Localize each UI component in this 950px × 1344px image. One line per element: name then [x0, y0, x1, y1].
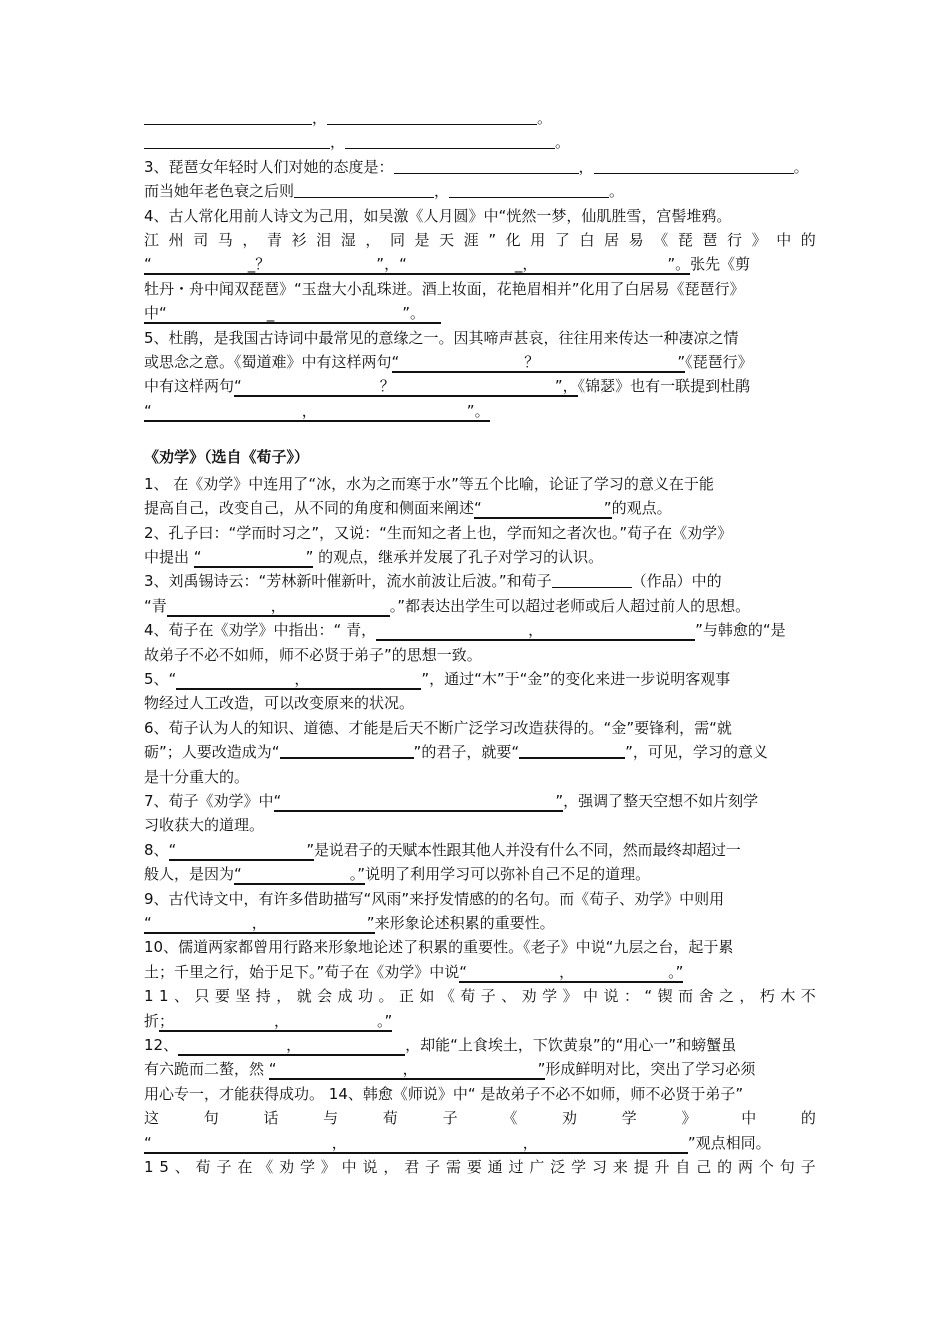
char: 而: [678, 987, 694, 1006]
char: 学: [299, 1158, 315, 1177]
answer-underline[interactable]: [169, 841, 315, 861]
char: 句: [203, 1109, 219, 1128]
quanxue-question-9: 9、古代诗文中，有许多借助描写“风雨”来抒发情感的的名句。而《荀子、劝学》中则用: [144, 889, 725, 908]
char: 《: [439, 987, 455, 1006]
quote-mark: “: [459, 962, 468, 981]
answer-underline[interactable]: [274, 792, 564, 812]
char: 是: [414, 231, 430, 250]
char: 功: [358, 987, 374, 1006]
char: 子: [425, 1158, 441, 1177]
quote-mark: ”，“: [376, 255, 407, 274]
char: 司: [193, 231, 209, 250]
separator: _，: [514, 255, 538, 274]
question-text: 的观点。: [611, 499, 672, 518]
char: 会: [317, 987, 333, 1006]
separator: ，: [331, 1133, 347, 1152]
pipa-question-5-line-3: [144, 374, 816, 398]
char: 朽: [759, 987, 775, 1006]
char: 、: [173, 987, 189, 1006]
char: 荀: [460, 987, 476, 1006]
answer-underline[interactable]: [376, 621, 695, 641]
question-text: ”的君子，就要“: [413, 743, 520, 762]
quanxue-question-12-cont: [144, 1057, 816, 1081]
char: 中: [741, 1109, 757, 1128]
question-text: 砺”；人要改造成为“: [144, 743, 280, 762]
quote-mark: “: [144, 914, 152, 932]
char: 两: [737, 1158, 753, 1177]
quote-mark: ”: [306, 840, 315, 859]
question-text: 。”都表达出学生可以超过老师或后人超过前人的思想。: [389, 596, 751, 615]
answer-blank[interactable]: [345, 133, 555, 149]
question-mark: ？: [524, 353, 540, 372]
quote-mark: “: [193, 547, 202, 566]
pipa-answer-line-2: [144, 130, 816, 154]
question-text: 般人，是因为: [144, 865, 235, 884]
question-text: 8、: [144, 840, 169, 859]
answer-blank[interactable]: [552, 572, 632, 588]
separator: ，: [434, 182, 450, 201]
question-text: 中提出: [144, 547, 194, 566]
char: 说: [603, 987, 619, 1006]
worksheet-page: [144, 106, 816, 1179]
pipa-question-4-blanks: [144, 252, 816, 276]
question-text: 5、“: [144, 669, 177, 688]
char: 《: [502, 1109, 518, 1128]
answer-blank[interactable]: [449, 182, 609, 198]
separator: ，: [312, 109, 328, 127]
quote-mark: ”。: [466, 401, 490, 420]
separator: ，: [522, 1133, 538, 1152]
char: 泪: [316, 231, 332, 250]
quote-mark: “: [144, 255, 152, 274]
question-text: 中有这样两句: [144, 377, 235, 396]
char: 》: [320, 1158, 336, 1177]
quote-mark: ”: [603, 499, 612, 518]
question-text: 《琵琶行》: [685, 353, 753, 372]
quote-mark: 。”: [349, 865, 366, 884]
char: 成: [337, 987, 353, 1006]
char: 子: [800, 1158, 816, 1177]
char: 中: [341, 1158, 357, 1177]
question-text: 3、刘禹锡诗云：“芳林新叶催新叶，流水前波让后波。”和荀子: [144, 572, 552, 591]
answer-blank[interactable]: [519, 742, 625, 759]
question-text: 7、荀子《劝学》中: [144, 791, 274, 810]
quote-mark: “: [144, 401, 152, 420]
char: 子: [442, 1109, 458, 1128]
separator: ，: [286, 1036, 302, 1055]
char: 木: [780, 987, 796, 1006]
question-text: ”观点相同。: [687, 1133, 771, 1152]
char: 的: [717, 1158, 733, 1177]
char: 《: [258, 1158, 274, 1177]
char: ，: [365, 231, 381, 250]
char: 、: [174, 1158, 190, 1177]
quote-mark: ”: [366, 914, 375, 932]
terminator: 。: [793, 157, 809, 176]
question-text: 4、荀子在《劝学》中指出：“ 青，: [144, 621, 377, 640]
answer-underline[interactable]: [144, 255, 690, 275]
answer-blank[interactable]: [144, 109, 312, 125]
question-text: 是说君子的天赋本性跟其他人并没有什么不同，然而最终却超过一: [314, 840, 741, 859]
char: 劝: [279, 1158, 295, 1177]
char: 劝: [521, 987, 537, 1006]
answer-underline[interactable]: [167, 597, 390, 617]
quote-mark: 。”: [377, 1011, 393, 1030]
quote-mark: “: [474, 499, 482, 518]
pipa-question-5-line-4: [144, 399, 816, 423]
char: 要: [466, 1158, 482, 1177]
char: 之: [718, 987, 734, 1006]
quanxue-question-8: [144, 838, 816, 862]
quanxue-question-11: [144, 984, 816, 1008]
question-text: 或思念之意。《蜀道难》中有这样两句: [144, 353, 392, 372]
char: 子: [216, 1158, 232, 1177]
char: 琶: [702, 231, 718, 250]
question-text: 12、: [144, 1036, 179, 1055]
quote-mark: ”: [305, 547, 314, 566]
question-text: 而当她年老色衰之后则: [144, 182, 295, 201]
char: 学: [621, 1109, 637, 1128]
char: 需: [445, 1158, 461, 1177]
char: 只: [194, 987, 210, 1006]
pipa-question-4-cont: 牡丹・舟中闻双琵琶》“玉盘大小乱珠迸。酒上妆面，花艳眉相并”化用了白居易《琵琶行》: [144, 279, 745, 298]
answer-blank[interactable]: [394, 158, 579, 174]
quanxue-question-14-blanks: [144, 1131, 816, 1155]
quote-mark: “: [273, 791, 282, 810]
pipa-question-5: 5、杜鹃，是我国古诗词中最常见的意缘之一。因其啼声甚哀，往往用来传达一种凄凉之情: [144, 328, 739, 347]
char: 泛: [550, 1158, 566, 1177]
answer-blank[interactable]: [294, 182, 434, 198]
quanxue-question-8-cont: [144, 862, 816, 886]
char: 1: [158, 987, 169, 1006]
answer-blank[interactable]: [280, 742, 414, 759]
pipa-question-5-line-2: [144, 350, 816, 374]
answer-blank[interactable]: [144, 133, 330, 149]
pipa-question-3-cont: [144, 179, 816, 203]
char: 行: [727, 231, 743, 250]
question-text: 中“: [144, 304, 167, 323]
char: 衫: [291, 231, 307, 250]
char: 就: [296, 987, 312, 1006]
char: ，: [383, 1158, 399, 1177]
char: ，: [276, 987, 292, 1006]
pipa-question-4-end: [144, 301, 816, 325]
question-text: ，却能“上食埃土，下饮黄泉”的“用心一”和螃蟹虽: [405, 1036, 737, 1055]
quote-mark: “: [144, 1133, 152, 1152]
quanxue-question-5-cont: 物经过人工改造，可以改变原来的状况。: [144, 694, 415, 713]
char: 同: [389, 231, 405, 250]
separator: ，: [301, 401, 317, 420]
quanxue-question-12-end: 用心专一，才能获得成功。 14、韩愈《师说》中“ 是故弟子不必不如师，师不必贤于弟子”: [144, 1084, 744, 1103]
char: ：: [623, 987, 639, 1006]
question-text: 提高自己，改变自己，从不同的角度和侧面来阐述: [144, 499, 475, 518]
pipa-question-4-spaced: [144, 228, 816, 252]
answer-underline[interactable]: [194, 548, 314, 568]
char: 的: [800, 231, 816, 250]
quote-mark: “: [234, 377, 242, 396]
pipa-answer-line-1: [144, 106, 816, 130]
char: 涯: [463, 231, 479, 250]
answer-underline[interactable]: [176, 670, 421, 690]
quanxue-question-6-end: 是十分重大的。: [144, 767, 250, 786]
answer-underline[interactable]: [159, 1012, 392, 1032]
quote-mark: ”。: [402, 304, 426, 323]
answer-underline[interactable]: [474, 499, 612, 519]
char: 白: [579, 231, 595, 250]
quanxue-question-3-cont: [144, 594, 816, 618]
char: 学: [571, 1158, 587, 1177]
question-mark: ？: [379, 377, 395, 396]
quanxue-question-10-cont: [144, 960, 816, 984]
char: 在: [237, 1158, 253, 1177]
answer-underline[interactable]: [459, 963, 683, 983]
char: 提: [633, 1158, 649, 1177]
question-text: 折: [144, 1011, 160, 1030]
question-text: 有六跪而二螯，然: [144, 1060, 269, 1079]
char: 了: [554, 231, 570, 250]
char: ，: [242, 231, 258, 250]
quanxue-question-10: 10、儒道两家都曾用行路来形象地论述了积累的重要性。《老子》中说“九层之台，起于累: [144, 938, 734, 957]
char: ，: [739, 987, 755, 1006]
quanxue-question-7-cont: 习收获大的道理。: [144, 816, 265, 835]
quanxue-question-3: [144, 569, 816, 593]
quanxue-question-6: 6、荀子认为人的知识、道德、才能是后天不断广泛学习改造获得的。“金”要锋利，需“就: [144, 718, 732, 737]
char: 学: [542, 987, 558, 1006]
char: 话: [263, 1109, 279, 1128]
blank-mark: _: [266, 304, 275, 323]
char: 中: [583, 987, 599, 1006]
separator: ，: [402, 1060, 418, 1079]
separator: ，: [528, 621, 544, 640]
separator: ，: [251, 914, 267, 932]
terminator: 。: [537, 109, 553, 127]
char: 马: [217, 231, 233, 250]
quanxue-question-9-cont: [144, 911, 816, 935]
char: 不: [800, 987, 816, 1006]
quanxue-question-2: 2、孔子曰：“学而时习之”，又说：“生而知之者上也，学而知之者次也。”荀子在《劝学》: [144, 523, 733, 542]
char: 习: [591, 1158, 607, 1177]
char: 琵: [677, 231, 693, 250]
char: 》: [562, 987, 578, 1006]
question-text: 3、琵琶女年轻时人们对她的态度是：: [144, 157, 394, 176]
quote-mark: “: [234, 865, 242, 884]
quote-mark: “: [168, 840, 177, 859]
quanxue-question-4: [144, 618, 816, 642]
char: 来: [612, 1158, 628, 1177]
char: 如: [419, 987, 435, 1006]
answer-underline[interactable]: [144, 1134, 688, 1154]
char: 子: [480, 987, 496, 1006]
question-text: ，强调了整天空想不如片刻学: [563, 791, 759, 810]
answer-underline[interactable]: [144, 914, 375, 934]
char: 中: [776, 231, 792, 250]
answer-blank[interactable]: [594, 158, 794, 174]
char: 》: [751, 231, 767, 250]
char: 舍: [698, 987, 714, 1006]
question-text: ”，可见，学习的意义: [625, 743, 768, 762]
char: 君: [404, 1158, 420, 1177]
char: 青: [266, 231, 282, 250]
quote-mark: “青: [144, 596, 167, 615]
char: 天: [439, 231, 455, 250]
char: 湿: [340, 231, 356, 250]
char: 自: [675, 1158, 691, 1177]
char: 与: [323, 1109, 339, 1128]
char: 荀: [382, 1109, 398, 1128]
char: 的: [800, 1109, 816, 1128]
quote-mark: “: [268, 1060, 277, 1079]
char: ”: [488, 231, 497, 250]
char: 说: [362, 1158, 378, 1177]
question-text: 的观点，继承并发展了孔子对学习的认识。: [313, 547, 604, 566]
pipa-question-4: 4、古人常化用前人诗文为己用，如吴激《人月圆》中“恍然一梦，仙肌胜雪，宫髻堆鸦。: [144, 206, 732, 225]
quote-mark: 。”: [668, 962, 684, 981]
char: 正: [398, 987, 414, 1006]
quote-mark: ”: [555, 791, 564, 810]
answer-underline[interactable]: [178, 1036, 405, 1056]
char: 劝: [562, 1109, 578, 1128]
question-mark: _？: [247, 255, 271, 274]
char: 易: [628, 231, 644, 250]
quanxue-question-1-cont: [144, 496, 816, 520]
char: 用: [530, 231, 546, 250]
char: 锲: [657, 987, 673, 1006]
answer-underline[interactable]: [144, 304, 441, 324]
separator: ，: [274, 1011, 290, 1030]
char: 过: [508, 1158, 524, 1177]
question-text: 土；千里之行，始于足下。”荀子在《劝学》中说: [144, 962, 460, 981]
section-title: 《劝学》（选自《荀子》）: [144, 448, 310, 467]
question-text: ”与韩愈的“是: [695, 621, 786, 640]
question-text: （作品）中的: [631, 572, 722, 591]
quanxue-question-5: [144, 667, 816, 691]
char: 广: [529, 1158, 545, 1177]
char: 1: [144, 1158, 154, 1177]
quote-mark: ”，: [554, 377, 578, 396]
char: 居: [604, 231, 620, 250]
char: 5: [159, 1158, 169, 1177]
quanxue-question-4-cont: 故弟子不必不如师，师不必贤于弟子”的思想一致。: [144, 645, 482, 664]
char: 。: [378, 987, 394, 1006]
char: 1: [144, 987, 154, 1006]
separator: ，: [578, 157, 594, 176]
separator: ，: [294, 669, 310, 688]
char: “: [644, 987, 653, 1006]
char: 要: [214, 987, 230, 1006]
quote-mark: “: [391, 353, 400, 372]
question-text: 张先《剪: [690, 255, 751, 274]
quanxue-question-14-spaced: [144, 1106, 816, 1130]
quanxue-question-6-cont: [144, 740, 816, 764]
char: 己: [696, 1158, 712, 1177]
char: 个: [758, 1158, 774, 1177]
char: 坚: [235, 987, 251, 1006]
answer-underline[interactable]: [234, 377, 578, 397]
answer-blank[interactable]: [327, 109, 537, 125]
question-text: 形成鲜明对比，突出了学习必须: [545, 1060, 756, 1079]
char: 《: [653, 231, 669, 250]
char: 通: [487, 1158, 503, 1177]
char: 江: [144, 231, 160, 250]
quanxue-question-1: 1、 在《劝学》中连用了“冰，水为之而寒于水”等五个比喻，论证了学习的意义在于能: [144, 474, 714, 493]
char: 升: [654, 1158, 670, 1177]
separator: ，: [330, 133, 346, 152]
answer-underline[interactable]: [269, 1060, 546, 1080]
answer-underline[interactable]: [392, 353, 686, 373]
char: 这: [144, 1109, 160, 1128]
quanxue-question-15: [144, 1155, 816, 1179]
separator: ；: [159, 1011, 175, 1030]
separator: ，: [270, 596, 286, 615]
question-text: ”，通过“木”于“金”的变化来进一步说明客观事: [421, 669, 731, 688]
quote-mark: ”: [537, 1060, 546, 1079]
quanxue-question-12: [144, 1033, 816, 1057]
pipa-question-3: [144, 155, 816, 179]
char: 荀: [195, 1158, 211, 1177]
quote-mark: ”。: [667, 255, 691, 274]
char: 句: [779, 1158, 795, 1177]
question-text: 《锦瑟》也有一联提到杜鹃: [577, 377, 751, 396]
char: 、: [501, 987, 517, 1006]
quote-mark: ”: [677, 353, 686, 372]
terminator: 。: [555, 133, 571, 152]
separator: ，: [559, 962, 575, 981]
char: 》: [681, 1109, 697, 1128]
char: 州: [168, 231, 184, 250]
terminator: 。: [609, 182, 625, 201]
quanxue-question-7: [144, 789, 816, 813]
char: 化: [505, 231, 521, 250]
char: 持: [255, 987, 271, 1006]
answer-underline[interactable]: [234, 865, 365, 885]
answer-underline[interactable]: [144, 402, 490, 422]
question-text: 说明了利用学习可以弥补自己不足的道理。: [365, 865, 651, 884]
quanxue-question-2-cont: [144, 545, 816, 569]
quanxue-question-11-cont: [144, 1009, 816, 1033]
question-text: 来形象论述积累的重要性。: [374, 914, 555, 932]
